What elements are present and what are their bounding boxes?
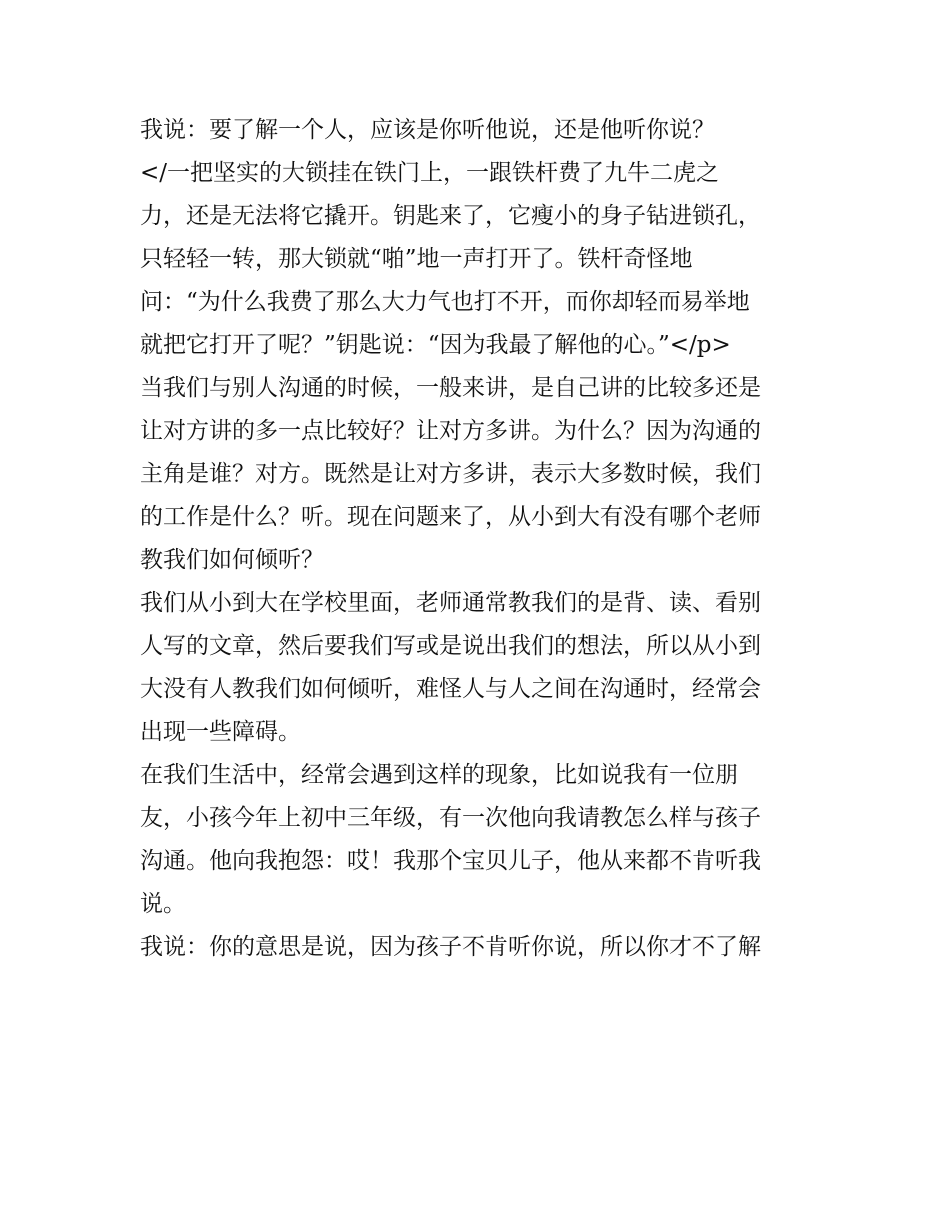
document-body [140, 109, 820, 969]
text-line: 问：“为什么我费了那么大力气也打不开，而你却轻而易举地 [140, 289, 750, 315]
text-line: 力，还是无法将它撬开。钥匙来了，它瘦小的身子钻进锁孔， [140, 203, 761, 229]
text-line: </一把坚实的大锁挂在铁门上，一跟铁杆费了九牛二虎之 [140, 160, 720, 186]
text-line: 当我们与别人沟通的时候，一般来讲，是自己讲的比较多还是 [140, 375, 761, 401]
text-line: 在我们生活中，经常会遇到这样的现象，比如说我有一位朋 [140, 762, 738, 788]
text-line: 的工作是什么？听。现在问题来了，从小到大有没有哪个老师 [140, 504, 761, 530]
text-line: 友，小孩今年上初中三年级，有一次他向我请教怎么样与孩子 [140, 805, 761, 831]
text-line: 我说：要了解一个人，应该是你听他说，还是他听你说？ [140, 117, 715, 143]
text-line: 出现一些障碍。 [140, 719, 301, 745]
text-line: 就把它打开了呢？”钥匙说：“因为我最了解他的心。”</p> [140, 332, 731, 358]
text-line: 教我们如何倾听？ [140, 547, 324, 573]
text-line: 我说：你的意思是说，因为孩子不肯听你说，所以你才不了解 [140, 934, 761, 960]
text-line: 人写的文章，然后要我们写或是说出我们的想法，所以从小到 [140, 633, 761, 659]
text-line: 沟通。他向我抱怨：哎！我那个宝贝儿子，他从来都不肯听我 [140, 848, 761, 874]
text-line: 主角是谁？对方。既然是让对方多讲，表示大多数时候，我们 [140, 461, 761, 487]
text-line: 大没有人教我们如何倾听，难怪人与人之间在沟通时，经常会 [140, 676, 761, 702]
text-line: 说。 [140, 891, 186, 917]
text-line: 我们从小到大在学校里面，老师通常教我们的是背、读、看别 [140, 590, 761, 616]
text-line: 让对方讲的多一点比较好？让对方多讲。为什么？因为沟通的 [140, 418, 761, 444]
text-line: 只轻轻一转，那大锁就“啪”地一声打开了。铁杆奇怪地 [140, 246, 693, 272]
